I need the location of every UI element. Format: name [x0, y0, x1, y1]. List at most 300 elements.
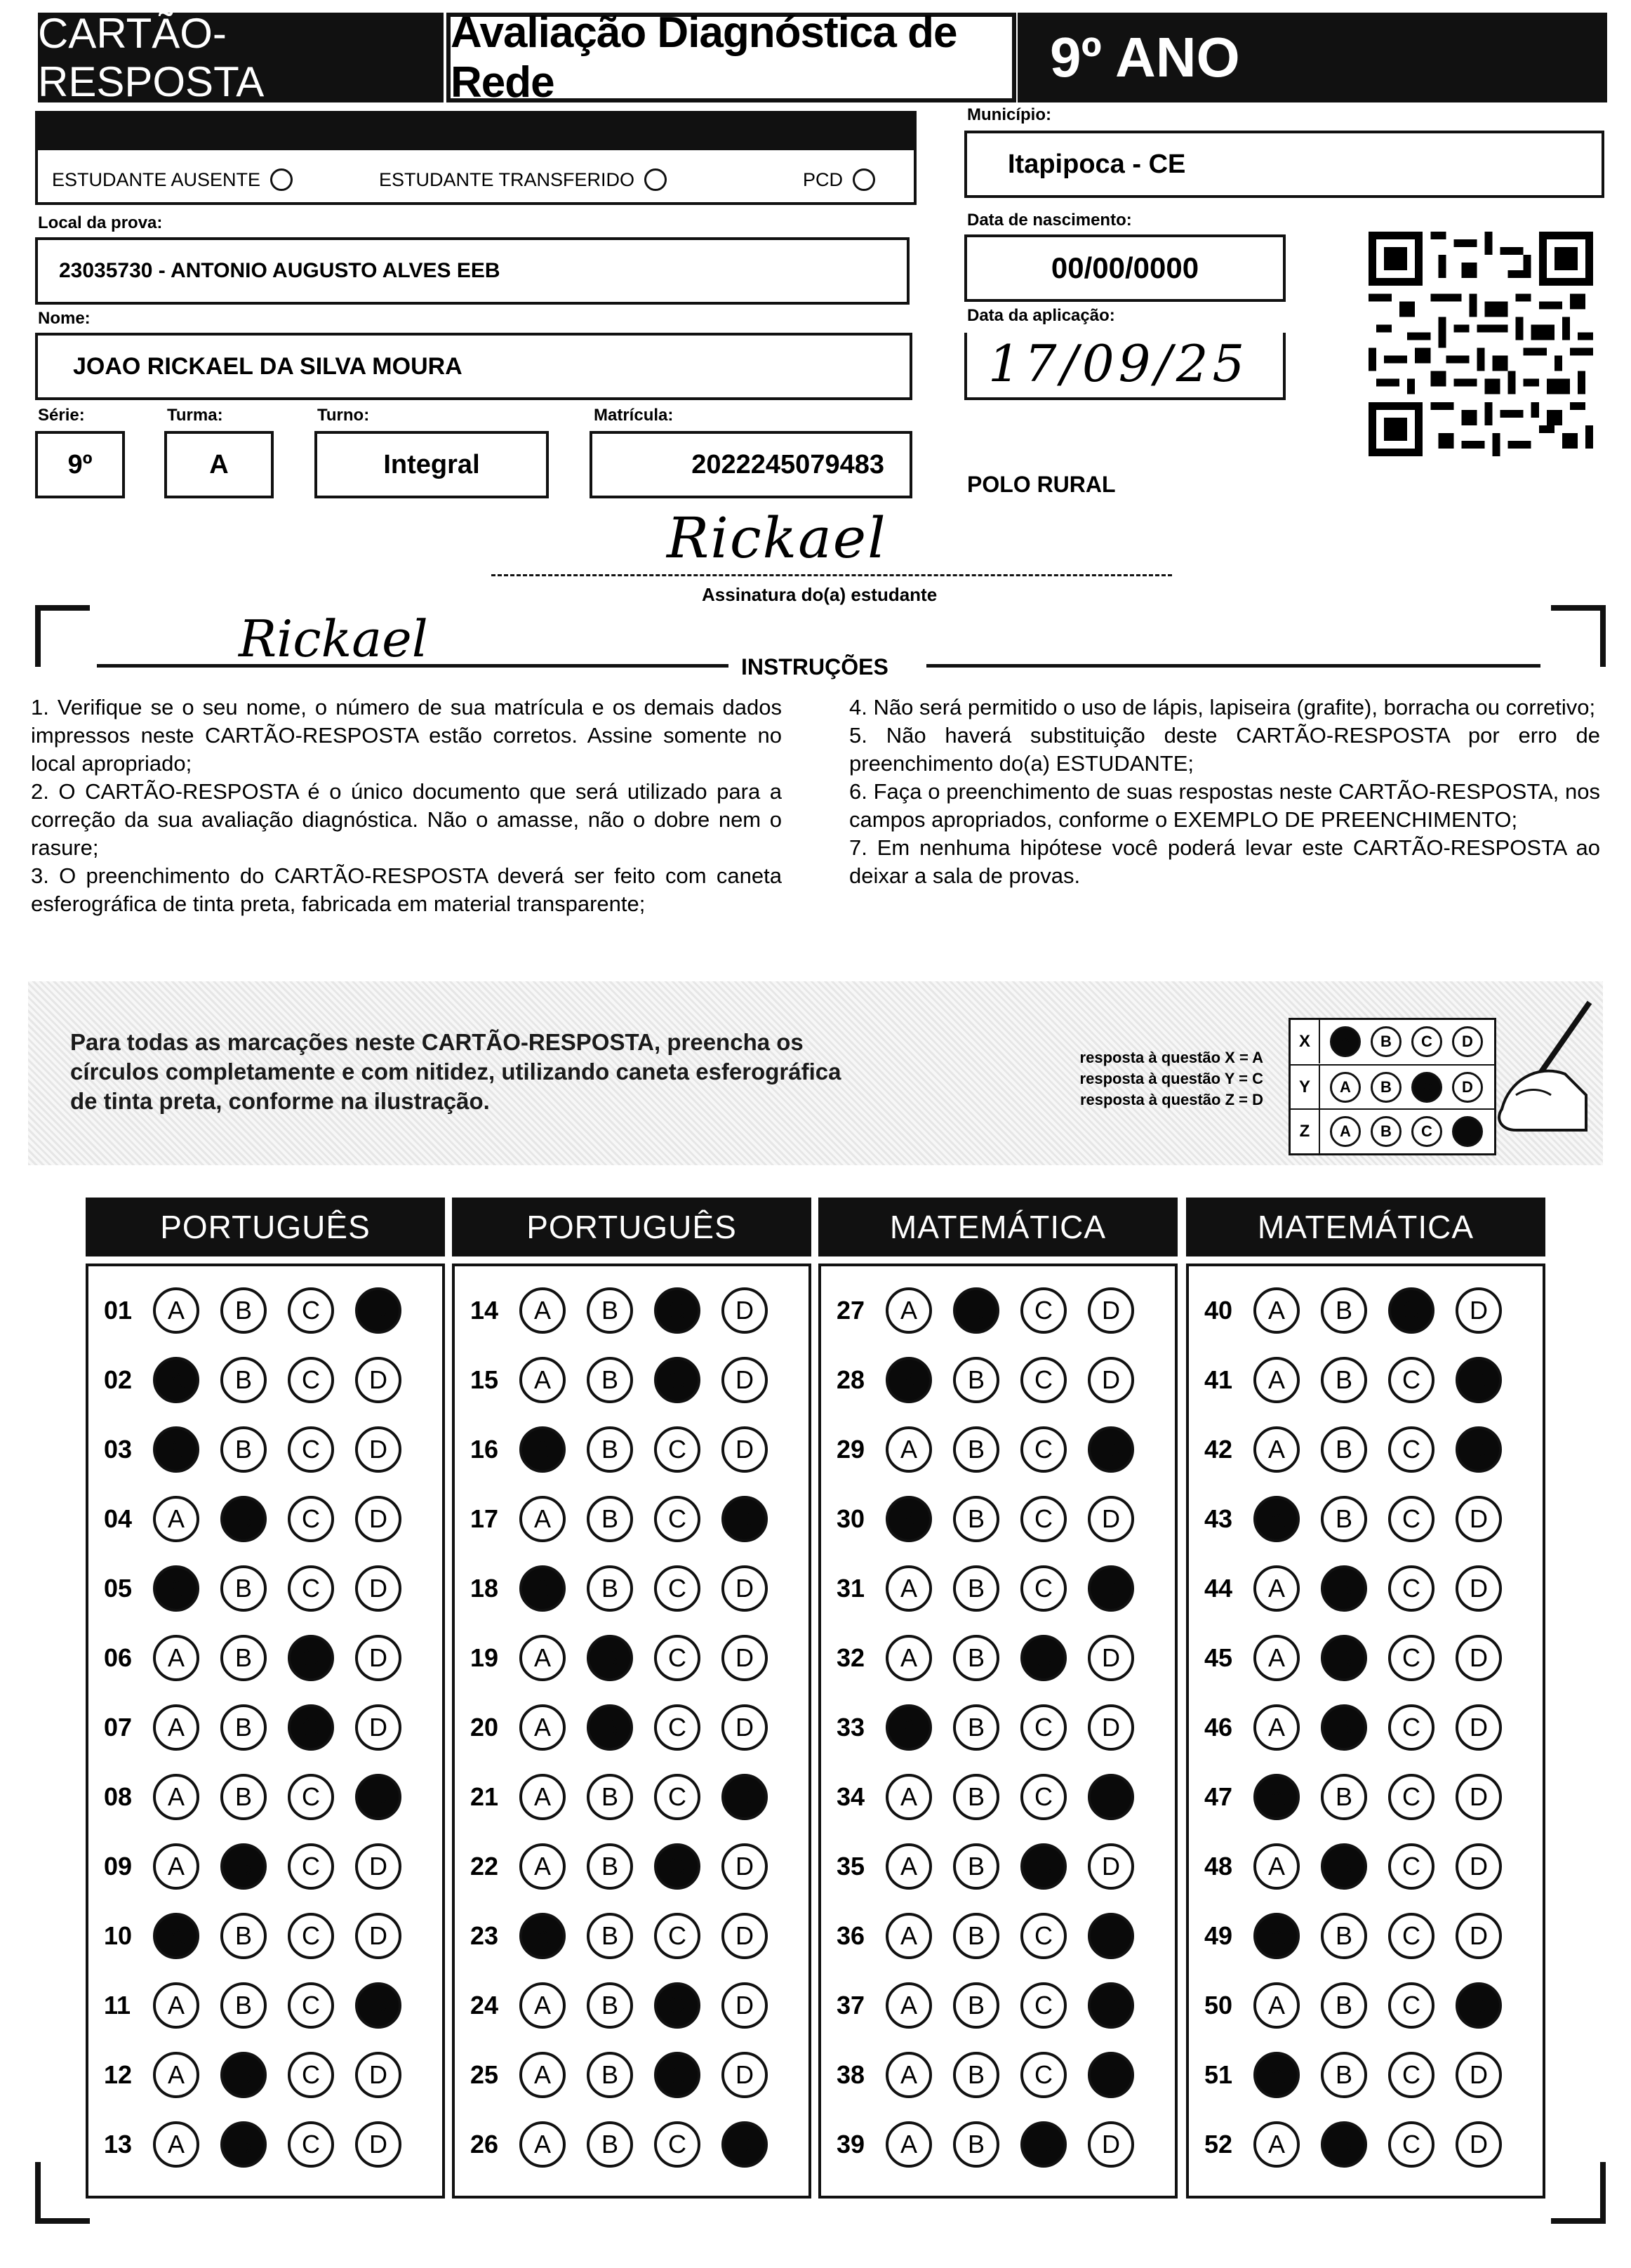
answer-bubble-c[interactable]: C: [654, 1774, 700, 1820]
answer-bubble-a[interactable]: A: [886, 2052, 932, 2098]
question-row: [1204, 1287, 1523, 1334]
answer-bubble-d[interactable]: D: [721, 1496, 768, 1542]
answer-bubble-b[interactable]: B: [953, 1982, 999, 2029]
example-bubble-d: D: [1452, 1026, 1483, 1057]
class-field: [164, 431, 274, 498]
question-row: [837, 1913, 1155, 1959]
question-number: 02: [104, 1365, 133, 1394]
answer-bubble-c[interactable]: C: [654, 1426, 700, 1473]
answer-bubble-b[interactable]: B: [1321, 1287, 1367, 1334]
answer-bubble-b[interactable]: B: [220, 1496, 267, 1542]
answer-bubble-b[interactable]: B: [220, 1565, 267, 1612]
answer-bubble-b[interactable]: B: [587, 1426, 633, 1473]
answer-bubble-d[interactable]: D: [721, 1287, 768, 1334]
answer-bubble-b[interactable]: B: [587, 1704, 633, 1751]
question-number: 38: [837, 2060, 865, 2089]
answer-bubble-c[interactable]: C: [288, 1426, 334, 1473]
answer-bubble-d[interactable]: D: [1456, 1774, 1502, 1820]
status-absent-circle[interactable]: [270, 168, 293, 191]
answer-bubble-a[interactable]: A: [519, 2121, 566, 2168]
answer-bubble-b[interactable]: B: [587, 1496, 633, 1542]
answer-bubble-d[interactable]: D: [721, 1982, 768, 2029]
question-row: [470, 1635, 789, 1681]
answer-bubble-b[interactable]: B: [587, 1843, 633, 1890]
answer-bubble-b[interactable]: B: [1321, 1843, 1367, 1890]
answer-bubble-d[interactable]: D: [721, 1704, 768, 1751]
answer-bubble-b[interactable]: B: [953, 1774, 999, 1820]
answer-bubble-b[interactable]: B: [220, 1704, 267, 1751]
answer-bubble-b[interactable]: B: [1321, 2121, 1367, 2168]
answer-bubble-c[interactable]: C: [1020, 1635, 1067, 1681]
answer-bubble-d[interactable]: D: [355, 1287, 401, 1334]
status-pcd[interactable]: [803, 168, 875, 191]
answer-bubble-b[interactable]: B: [1321, 1982, 1367, 2029]
answer-bubble-d[interactable]: D: [355, 1704, 401, 1751]
answer-bubble-b[interactable]: B: [1321, 1496, 1367, 1542]
answer-bubble-a[interactable]: A: [519, 1913, 566, 1959]
answer-bubble-a[interactable]: A: [886, 1565, 932, 1612]
answer-bubble-a[interactable]: A: [1253, 2121, 1300, 2168]
answer-bubble-b[interactable]: B: [220, 2121, 267, 2168]
answer-bubble-b[interactable]: B: [220, 1635, 267, 1681]
answer-bubble-d[interactable]: D: [721, 1843, 768, 1890]
question-number: 25: [470, 2060, 499, 2089]
answer-bubble-a[interactable]: A: [1253, 1704, 1300, 1751]
answer-bubble-d[interactable]: D: [355, 1565, 401, 1612]
question-number: 13: [104, 2130, 133, 2158]
answer-bubble-c[interactable]: C: [288, 1774, 334, 1820]
answer-bubble-a[interactable]: A: [519, 1287, 566, 1334]
answer-bubble-a[interactable]: A: [886, 1496, 932, 1542]
answer-bubble-a[interactable]: A: [886, 1982, 932, 2029]
answer-bubble-d[interactable]: D: [1088, 2121, 1134, 2168]
application-date-label: Data da aplicação:: [967, 306, 1115, 325]
answer-bubble-d[interactable]: D: [1456, 1913, 1502, 1959]
example-bubble-c: C: [1411, 1026, 1442, 1057]
status-pcd-circle[interactable]: [853, 168, 875, 191]
answer-bubble-a[interactable]: A: [519, 1496, 566, 1542]
question-number: 32: [837, 1643, 865, 1672]
answer-bubble-b[interactable]: B: [953, 1357, 999, 1403]
answer-bubble-b[interactable]: B: [1321, 1357, 1367, 1403]
answer-bubble-b[interactable]: B: [953, 1496, 999, 1542]
question-number: 15: [470, 1365, 499, 1394]
answer-bubble-a[interactable]: A: [153, 1635, 199, 1681]
question-number: 06: [104, 1643, 133, 1672]
answer-bubble-d[interactable]: D: [721, 1635, 768, 1681]
answer-bubble-d[interactable]: D: [1456, 1357, 1502, 1403]
question-row: [1204, 2052, 1523, 2098]
answer-bubble-b[interactable]: B: [220, 1843, 267, 1890]
answer-bubble-c[interactable]: C: [1388, 1913, 1434, 1959]
answer-bubble-b[interactable]: B: [220, 1357, 267, 1403]
question-row: [1204, 1496, 1523, 1542]
answer-bubble-c[interactable]: C: [288, 1357, 334, 1403]
answer-bubble-a[interactable]: A: [1253, 1496, 1300, 1542]
answer-bubble-b[interactable]: B: [587, 1287, 633, 1334]
answer-bubble-b[interactable]: B: [220, 1426, 267, 1473]
question-row: [1204, 1357, 1523, 1403]
answer-bubble-b[interactable]: B: [953, 2052, 999, 2098]
answer-bubble-a[interactable]: A: [153, 2052, 199, 2098]
answer-bubble-a[interactable]: A: [886, 1704, 932, 1751]
answer-bubble-d[interactable]: D: [1456, 1704, 1502, 1751]
answer-bubble-c[interactable]: C: [654, 1635, 700, 1681]
corner-top-left: [35, 605, 90, 667]
answer-bubble-d[interactable]: D: [355, 1635, 401, 1681]
question-row: [470, 2052, 789, 2098]
answer-bubble-c[interactable]: C: [1388, 1496, 1434, 1542]
answer-bubble-d[interactable]: D: [355, 1357, 401, 1403]
answer-bubble-d[interactable]: D: [355, 1982, 401, 2029]
section-title: MATEMÁTICA: [1186, 1198, 1545, 1256]
answer-bubble-a[interactable]: A: [519, 1843, 566, 1890]
answer-bubble-a[interactable]: A: [1253, 1774, 1300, 1820]
answer-bubble-b[interactable]: B: [1321, 2052, 1367, 2098]
answer-bubble-c[interactable]: C: [1020, 1357, 1067, 1403]
answer-bubble-c[interactable]: C: [1388, 1774, 1434, 1820]
answer-bubble-a[interactable]: A: [519, 1357, 566, 1403]
answer-bubble-d[interactable]: D: [355, 2052, 401, 2098]
answer-bubble-c[interactable]: C: [288, 1913, 334, 1959]
answer-bubble-a[interactable]: A: [886, 1287, 932, 1334]
question-row: [104, 1982, 422, 2029]
answer-bubble-a[interactable]: A: [886, 1426, 932, 1473]
answer-bubble-d[interactable]: D: [721, 2121, 768, 2168]
question-number: 39: [837, 2130, 865, 2158]
answer-bubble-a[interactable]: A: [886, 1635, 932, 1681]
answer-bubble-d[interactable]: D: [355, 1496, 401, 1542]
question-row: [1204, 1565, 1523, 1612]
answer-bubble-a[interactable]: A: [1253, 1287, 1300, 1334]
answer-bubble-c[interactable]: C: [1020, 1913, 1067, 1959]
answer-bubble-a[interactable]: A: [153, 1774, 199, 1820]
answer-bubble-c[interactable]: C: [1388, 1843, 1434, 1890]
answer-bubble-d[interactable]: D: [1456, 1287, 1502, 1334]
answer-bubble-d[interactable]: D: [721, 1426, 768, 1473]
answer-bubble-d[interactable]: D: [1456, 2121, 1502, 2168]
answer-bubble-c[interactable]: C: [1388, 1357, 1434, 1403]
answer-bubble-a[interactable]: A: [519, 1635, 566, 1681]
answer-bubble-a[interactable]: A: [1253, 1982, 1300, 2029]
question-row: [1204, 1426, 1523, 1473]
answer-bubble-d[interactable]: D: [1088, 1426, 1134, 1473]
question-number: 04: [104, 1504, 133, 1533]
question-number: 30: [837, 1504, 865, 1533]
application-date-value: 17/09/25: [988, 334, 1249, 393]
answer-bubble-b[interactable]: B: [587, 1913, 633, 1959]
question-row: [104, 1635, 422, 1681]
answer-bubble-b[interactable]: B: [953, 1426, 999, 1473]
answer-bubble-c[interactable]: C: [1388, 2121, 1434, 2168]
answer-bubble-a[interactable]: A: [1253, 1426, 1300, 1473]
question-number: 05: [104, 1574, 133, 1603]
answer-bubble-d[interactable]: D: [721, 2052, 768, 2098]
answer-bubble-c[interactable]: C: [1388, 1565, 1434, 1612]
answer-bubble-a[interactable]: A: [886, 2121, 932, 2168]
qr-code-icon: [1369, 232, 1593, 456]
corner-bottom-right: [1551, 2162, 1606, 2224]
answer-bubble-a[interactable]: A: [519, 1774, 566, 1820]
question-number: 46: [1204, 1713, 1233, 1742]
question-row: [104, 1426, 422, 1473]
question-row: [470, 1426, 789, 1473]
answer-bubble-c[interactable]: C: [654, 1843, 700, 1890]
status-absent[interactable]: [52, 168, 293, 191]
question-number: 52: [1204, 2130, 1233, 2158]
question-row: [837, 1496, 1155, 1542]
answer-bubble-d[interactable]: D: [1088, 1913, 1134, 1959]
answer-bubble-a[interactable]: A: [153, 1357, 199, 1403]
answer-bubble-c[interactable]: C: [288, 1635, 334, 1681]
municipio-value: Itapipoca - CE: [1008, 149, 1186, 179]
question-number: 48: [1204, 1852, 1233, 1881]
answer-bubble-a[interactable]: A: [1253, 1565, 1300, 1612]
question-row: [470, 1774, 789, 1820]
answer-bubble-b[interactable]: B: [587, 1774, 633, 1820]
question-row: [837, 1426, 1155, 1473]
answer-bubble-b[interactable]: B: [220, 1287, 267, 1334]
birthdate-label: Data de nascimento:: [967, 211, 1132, 230]
answer-bubble-d[interactable]: D: [355, 1913, 401, 1959]
answer-bubble-b[interactable]: B: [953, 1704, 999, 1751]
answer-bubble-b[interactable]: B: [587, 1357, 633, 1403]
answer-bubble-a[interactable]: A: [1253, 2052, 1300, 2098]
answer-bubble-c[interactable]: C: [1020, 2121, 1067, 2168]
example-bubble-d: D: [1452, 1072, 1483, 1103]
answer-bubble-d[interactable]: D: [1088, 1843, 1134, 1890]
registration-label: Matrícula:: [594, 406, 674, 425]
signature-label: Assinatura do(a) estudante: [702, 584, 938, 605]
answer-bubble-a[interactable]: A: [1253, 1635, 1300, 1681]
answer-bubble-d[interactable]: D: [1088, 1635, 1134, 1681]
answer-bubble-c[interactable]: C: [288, 2121, 334, 2168]
student-status-box: [35, 111, 917, 205]
name-label: Nome:: [38, 309, 91, 328]
answer-bubble-b[interactable]: B: [1321, 1774, 1367, 1820]
question-number: 33: [837, 1713, 865, 1742]
answer-bubble-a[interactable]: A: [153, 1913, 199, 1959]
question-row: [837, 2121, 1155, 2168]
answer-bubble-c[interactable]: C: [654, 2052, 700, 2098]
answer-bubble-b[interactable]: B: [1321, 1913, 1367, 1959]
question-number: 20: [470, 1713, 499, 1742]
answer-bubble-d[interactable]: D: [1088, 1565, 1134, 1612]
answer-bubble-b[interactable]: B: [1321, 1565, 1367, 1612]
status-bar: [38, 114, 914, 150]
answer-bubble-d[interactable]: D: [355, 2121, 401, 2168]
answer-bubble-c[interactable]: C: [1020, 1774, 1067, 1820]
answer-bubble-d[interactable]: D: [1088, 1287, 1134, 1334]
example-text: Para todas as marcações neste CARTÃO-RESPOSTA, preencha os círculos completamente e com nitidez, utilizando caneta esferográfica de tinta preta, conforme na ilustração.: [70, 1029, 841, 1114]
answer-bubble-c[interactable]: C: [1020, 1426, 1067, 1473]
question-row: [104, 1496, 422, 1542]
grade-value: 9º: [67, 449, 93, 479]
answer-bubble-a[interactable]: A: [519, 1565, 566, 1612]
name-value: JOAO RICKAEL DA SILVA MOURA: [73, 352, 462, 380]
question-row: [104, 1565, 422, 1612]
answer-bubble-c[interactable]: C: [288, 2052, 334, 2098]
answer-bubble-d[interactable]: D: [1088, 1774, 1134, 1820]
question-number: 08: [104, 1782, 133, 1811]
local-value: 23035730 - ANTONIO AUGUSTO ALVES EEB: [59, 259, 500, 282]
answer-bubble-d[interactable]: D: [1456, 2052, 1502, 2098]
answer-bubble-c[interactable]: C: [654, 1913, 700, 1959]
example-bubble-b: B: [1371, 1026, 1402, 1057]
answer-bubble-b[interactable]: B: [1321, 1704, 1367, 1751]
answer-bubble-c[interactable]: C: [654, 1287, 700, 1334]
question-row: [104, 2052, 422, 2098]
answer-bubble-c[interactable]: C: [654, 1496, 700, 1542]
answer-bubble-c[interactable]: C: [288, 1496, 334, 1542]
answer-bubble-a[interactable]: A: [153, 1982, 199, 2029]
answer-bubble-c[interactable]: C: [1020, 1565, 1067, 1612]
answer-bubble-d[interactable]: D: [1088, 1357, 1134, 1403]
answer-bubble-d[interactable]: D: [1456, 1496, 1502, 1542]
answer-bubble-d[interactable]: D: [355, 1426, 401, 1473]
answer-bubble-b[interactable]: B: [1321, 1635, 1367, 1681]
answer-bubble-b[interactable]: B: [220, 2052, 267, 2098]
answer-bubble-a[interactable]: A: [153, 1565, 199, 1612]
question-number: 19: [470, 1643, 499, 1672]
answer-bubble-a[interactable]: A: [886, 1357, 932, 1403]
answer-bubble-a[interactable]: A: [519, 1982, 566, 2029]
answer-bubble-b[interactable]: B: [587, 2052, 633, 2098]
answer-bubble-c[interactable]: C: [288, 1287, 334, 1334]
class-value: A: [209, 449, 229, 479]
answer-bubble-d[interactable]: D: [1088, 1704, 1134, 1751]
answer-bubble-d[interactable]: D: [1456, 1565, 1502, 1612]
question-number: 37: [837, 1991, 865, 2020]
answer-bubble-d[interactable]: D: [721, 1565, 768, 1612]
question-number: 23: [470, 1921, 499, 1950]
answer-bubble-a[interactable]: A: [153, 1704, 199, 1751]
example-legend-x: resposta à questão X = A: [1079, 1049, 1263, 1066]
answer-bubble-c[interactable]: C: [1020, 1843, 1067, 1890]
answer-bubble-b[interactable]: B: [587, 1635, 633, 1681]
answer-bubble-a[interactable]: A: [153, 1426, 199, 1473]
answer-bubble-a[interactable]: A: [519, 2052, 566, 2098]
answer-bubble-d[interactable]: D: [721, 1774, 768, 1820]
status-transferred-circle[interactable]: [644, 168, 667, 191]
answer-bubble-c[interactable]: C: [1020, 1287, 1067, 1334]
answer-bubble-b[interactable]: B: [587, 2121, 633, 2168]
answer-bubble-d[interactable]: D: [721, 1913, 768, 1959]
answer-bubble-a[interactable]: A: [153, 1496, 199, 1542]
answer-bubble-a[interactable]: A: [886, 1774, 932, 1820]
question-row: [104, 2121, 422, 2168]
answer-bubble-c[interactable]: C: [1388, 1426, 1434, 1473]
answer-bubble-a[interactable]: A: [1253, 1843, 1300, 1890]
status-transferred[interactable]: [379, 168, 667, 191]
answer-bubble-c[interactable]: C: [654, 1704, 700, 1751]
corner-bottom-left: [35, 2162, 90, 2224]
example-bubble-c: C: [1411, 1072, 1442, 1103]
answer-bubble-d[interactable]: D: [1456, 1635, 1502, 1681]
answer-bubble-b[interactable]: B: [220, 1774, 267, 1820]
answer-bubble-c[interactable]: C: [1388, 1635, 1434, 1681]
shift-value: Integral: [383, 449, 480, 479]
answer-bubble-d[interactable]: D: [1088, 2052, 1134, 2098]
answer-bubble-b[interactable]: B: [587, 1565, 633, 1612]
grade-title: 9º ANO: [1018, 13, 1607, 102]
answer-bubble-d[interactable]: D: [1456, 1843, 1502, 1890]
exam-title: Avaliação Diagnóstica de Rede: [446, 13, 1016, 102]
question-row: [104, 1287, 422, 1334]
example-bubble-b: B: [1371, 1116, 1402, 1147]
question-row: [104, 1704, 422, 1751]
question-number: 35: [837, 1852, 865, 1881]
answer-bubble-c[interactable]: C: [1020, 1496, 1067, 1542]
answer-bubble-c[interactable]: C: [1020, 2052, 1067, 2098]
question-number: 26: [470, 2130, 499, 2158]
answer-bubble-b[interactable]: B: [953, 1843, 999, 1890]
answer-bubble-c[interactable]: C: [654, 1982, 700, 2029]
question-row: [470, 1843, 789, 1890]
answer-bubble-c[interactable]: C: [1020, 1704, 1067, 1751]
answer-bubble-a[interactable]: A: [153, 1287, 199, 1334]
answer-bubble-d[interactable]: D: [721, 1357, 768, 1403]
answer-bubble-a[interactable]: A: [1253, 1357, 1300, 1403]
answer-bubble-c[interactable]: C: [654, 2121, 700, 2168]
answer-bubble-c[interactable]: C: [1388, 1287, 1434, 1334]
answer-bubble-c[interactable]: C: [654, 1565, 700, 1612]
municipio-field: [964, 131, 1604, 198]
answer-bubble-c[interactable]: C: [1020, 1982, 1067, 2029]
answer-bubble-a[interactable]: A: [886, 1843, 932, 1890]
answer-bubble-c[interactable]: C: [654, 1357, 700, 1403]
answer-bubble-c[interactable]: C: [1388, 1704, 1434, 1751]
local-label: Local da prova:: [38, 213, 163, 232]
answer-bubble-b[interactable]: B: [587, 1982, 633, 2029]
question-row: [470, 2121, 789, 2168]
answer-bubble-d[interactable]: D: [1088, 1982, 1134, 2029]
question-row: [1204, 1913, 1523, 1959]
answer-bubble-b[interactable]: B: [953, 2121, 999, 2168]
answer-bubble-b[interactable]: B: [953, 1635, 999, 1681]
answer-bubble-d[interactable]: D: [1456, 1982, 1502, 2029]
hand-with-pen-icon: [1488, 997, 1593, 1137]
example-legend-y: resposta à questão Y = C: [1079, 1070, 1263, 1087]
answer-bubble-a[interactable]: A: [519, 1426, 566, 1473]
answer-bubble-d[interactable]: D: [355, 1843, 401, 1890]
answer-bubble-b[interactable]: B: [953, 1913, 999, 1959]
question-number: 12: [104, 2060, 133, 2089]
answer-bubble-c[interactable]: C: [288, 1982, 334, 2029]
answer-bubble-d[interactable]: D: [1456, 1426, 1502, 1473]
answer-bubble-a[interactable]: A: [519, 1704, 566, 1751]
birthdate-field: [964, 234, 1286, 302]
answer-bubble-a[interactable]: A: [886, 1913, 932, 1959]
answer-bubble-c[interactable]: C: [288, 1843, 334, 1890]
answer-bubble-d[interactable]: D: [1088, 1496, 1134, 1542]
answer-bubble-a[interactable]: A: [153, 1843, 199, 1890]
answer-bubble-a[interactable]: A: [1253, 1913, 1300, 1959]
answer-bubble-b[interactable]: B: [953, 1287, 999, 1334]
answer-bubble-d[interactable]: D: [355, 1774, 401, 1820]
answer-bubble-c[interactable]: C: [288, 1565, 334, 1612]
answer-bubble-c[interactable]: C: [1388, 2052, 1434, 2098]
answer-bubble-a[interactable]: A: [153, 2121, 199, 2168]
answer-bubble-c[interactable]: C: [288, 1704, 334, 1751]
answer-bubble-b[interactable]: B: [220, 1913, 267, 1959]
question-number: 09: [104, 1852, 133, 1881]
answer-bubble-c[interactable]: C: [1388, 1982, 1434, 2029]
answer-bubble-b[interactable]: B: [220, 1982, 267, 2029]
answer-bubble-b[interactable]: B: [1321, 1426, 1367, 1473]
question-number: 29: [837, 1435, 865, 1464]
answer-bubble-b[interactable]: B: [953, 1565, 999, 1612]
